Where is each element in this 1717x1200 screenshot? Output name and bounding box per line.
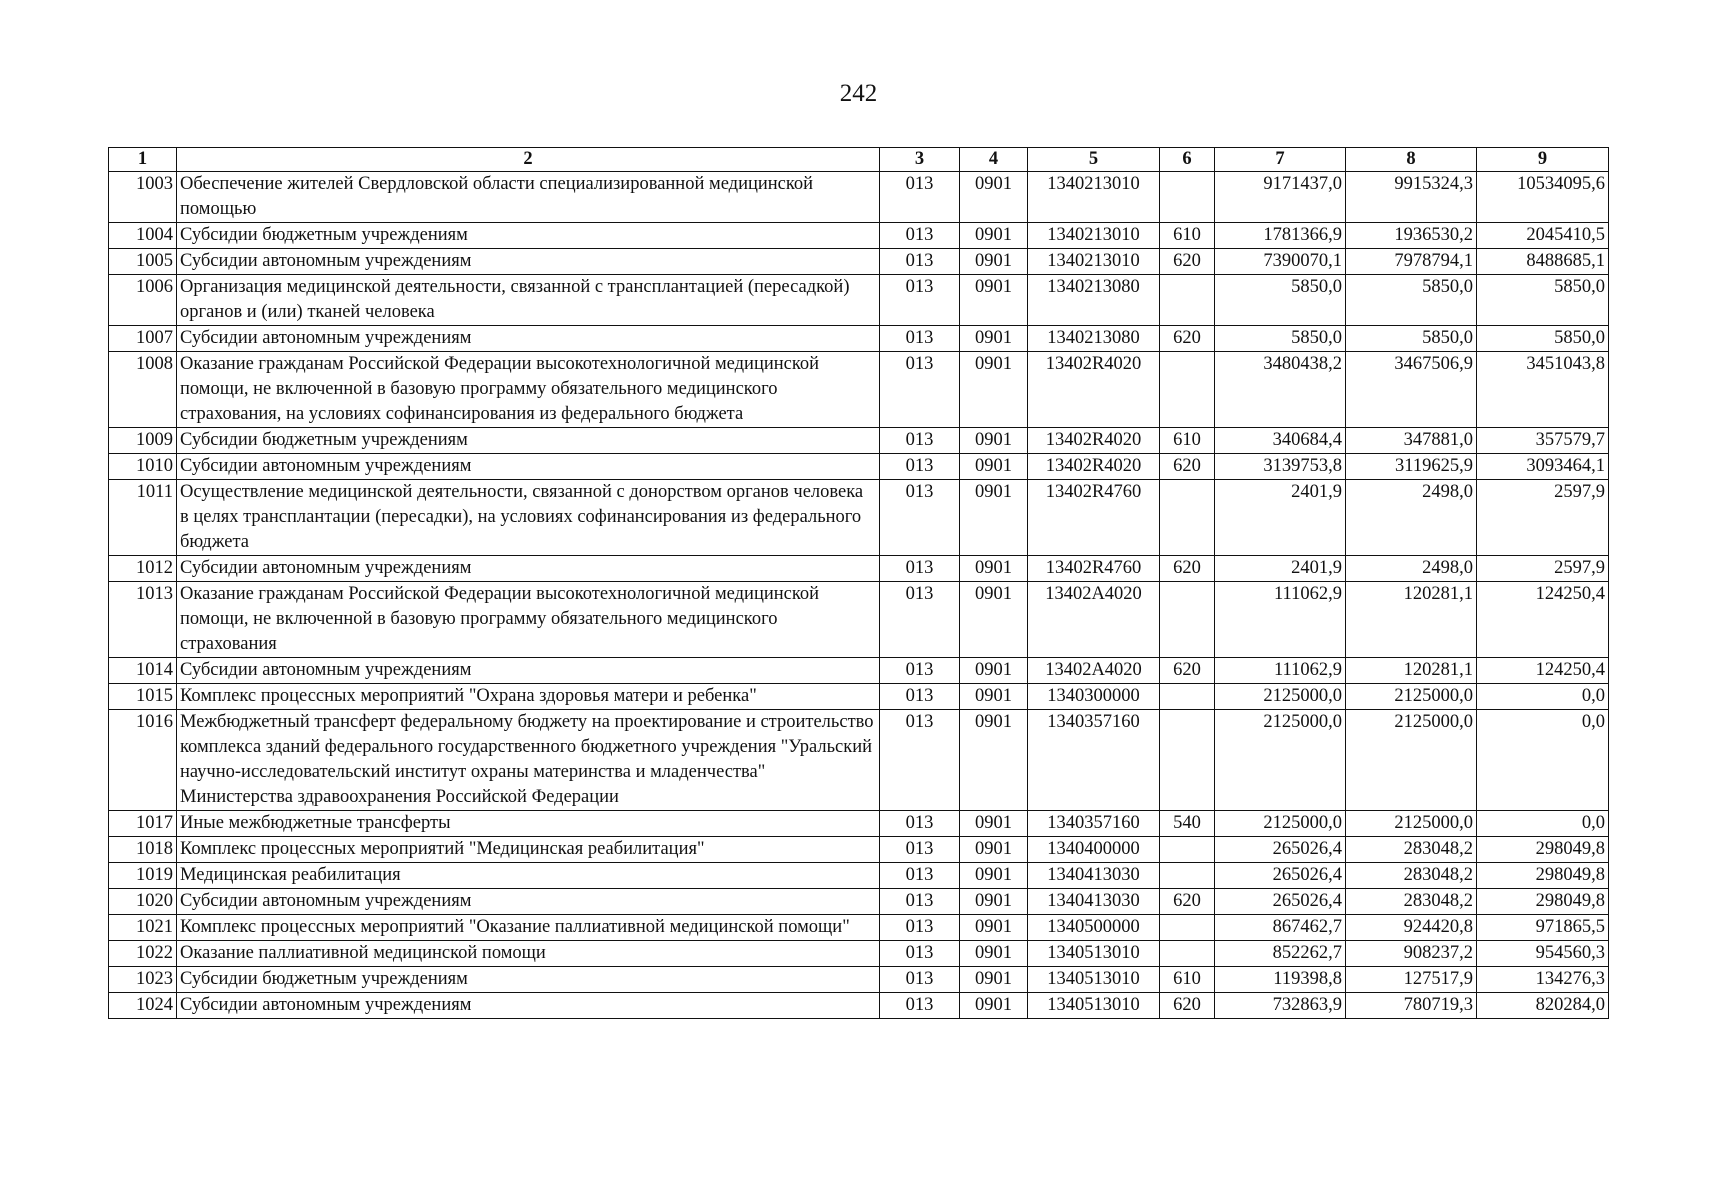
row-value-col7: 3139753,8 xyxy=(1215,454,1346,480)
table-row xyxy=(109,582,1609,658)
table-row xyxy=(109,556,1609,582)
budget-table xyxy=(108,147,1609,1019)
row-ministry-code: 013 xyxy=(880,684,960,710)
row-target-code: 13402R4760 xyxy=(1028,480,1160,556)
row-value-col9: 5850,0 xyxy=(1477,326,1609,352)
row-value-col8: 5850,0 xyxy=(1346,275,1477,326)
row-value-col9: 298049,8 xyxy=(1477,889,1609,915)
row-name: Организация медицинской деятельности, связанной с трансплантацией (пересадкой) органов и (или) тканей человека xyxy=(177,275,880,326)
row-expense-type xyxy=(1160,684,1215,710)
row-target-code: 1340213010 xyxy=(1028,249,1160,275)
row-target-code: 1340357160 xyxy=(1028,811,1160,837)
row-expense-type: 620 xyxy=(1160,658,1215,684)
row-target-code: 13402R4020 xyxy=(1028,352,1160,428)
row-ministry-code: 013 xyxy=(880,941,960,967)
row-number: 1023 xyxy=(109,967,177,993)
row-value-col8: 3119625,9 xyxy=(1346,454,1477,480)
row-name: Субсидии автономным учреждениям xyxy=(177,993,880,1019)
row-name: Субсидии бюджетным учреждениям xyxy=(177,967,880,993)
row-number: 1009 xyxy=(109,428,177,454)
row-target-code: 1340213010 xyxy=(1028,172,1160,223)
row-ministry-code: 013 xyxy=(880,172,960,223)
table-row xyxy=(109,915,1609,941)
row-section-code: 0901 xyxy=(960,428,1028,454)
row-section-code: 0901 xyxy=(960,275,1028,326)
row-target-code: 1340500000 xyxy=(1028,915,1160,941)
row-expense-type: 540 xyxy=(1160,811,1215,837)
row-section-code: 0901 xyxy=(960,582,1028,658)
table-row xyxy=(109,967,1609,993)
row-value-col9: 5850,0 xyxy=(1477,275,1609,326)
row-value-col7: 732863,9 xyxy=(1215,993,1346,1019)
table-row xyxy=(109,811,1609,837)
row-number: 1020 xyxy=(109,889,177,915)
row-value-col9: 2597,9 xyxy=(1477,480,1609,556)
table-row xyxy=(109,710,1609,811)
row-name: Субсидии автономным учреждениям xyxy=(177,658,880,684)
row-section-code: 0901 xyxy=(960,684,1028,710)
row-value-col8: 2498,0 xyxy=(1346,480,1477,556)
table-row xyxy=(109,326,1609,352)
row-value-col7: 7390070,1 xyxy=(1215,249,1346,275)
row-target-code: 1340300000 xyxy=(1028,684,1160,710)
row-expense-type xyxy=(1160,837,1215,863)
row-value-col7: 265026,4 xyxy=(1215,889,1346,915)
row-value-col9: 124250,4 xyxy=(1477,582,1609,658)
table-row xyxy=(109,837,1609,863)
row-name: Обеспечение жителей Свердловской области специализированной медицинской помощью xyxy=(177,172,880,223)
table-row xyxy=(109,223,1609,249)
row-ministry-code: 013 xyxy=(880,811,960,837)
row-value-col9: 2597,9 xyxy=(1477,556,1609,582)
row-target-code: 1340213080 xyxy=(1028,326,1160,352)
header-col-4: 4 xyxy=(960,148,1028,172)
row-value-col8: 5850,0 xyxy=(1346,326,1477,352)
header-col-3: 3 xyxy=(880,148,960,172)
row-expense-type xyxy=(1160,275,1215,326)
row-expense-type xyxy=(1160,710,1215,811)
row-value-col7: 265026,4 xyxy=(1215,863,1346,889)
row-value-col9: 298049,8 xyxy=(1477,837,1609,863)
row-value-col8: 120281,1 xyxy=(1346,658,1477,684)
row-value-col7: 2401,9 xyxy=(1215,556,1346,582)
row-expense-type: 620 xyxy=(1160,249,1215,275)
row-section-code: 0901 xyxy=(960,863,1028,889)
row-value-col8: 283048,2 xyxy=(1346,889,1477,915)
table-row xyxy=(109,249,1609,275)
row-value-col9: 954560,3 xyxy=(1477,941,1609,967)
row-name: Комплекс процессных мероприятий "Медицинская реабилитация" xyxy=(177,837,880,863)
row-target-code: 1340413030 xyxy=(1028,863,1160,889)
row-number: 1017 xyxy=(109,811,177,837)
row-section-code: 0901 xyxy=(960,993,1028,1019)
row-section-code: 0901 xyxy=(960,352,1028,428)
row-expense-type xyxy=(1160,863,1215,889)
row-value-col8: 120281,1 xyxy=(1346,582,1477,658)
page-number: 242 xyxy=(839,80,878,107)
row-number: 1019 xyxy=(109,863,177,889)
row-value-col8: 283048,2 xyxy=(1346,863,1477,889)
table-row xyxy=(109,428,1609,454)
row-expense-type xyxy=(1160,480,1215,556)
row-section-code: 0901 xyxy=(960,710,1028,811)
row-ministry-code: 013 xyxy=(880,658,960,684)
row-target-code: 1340400000 xyxy=(1028,837,1160,863)
row-section-code: 0901 xyxy=(960,326,1028,352)
row-name: Оказание паллиативной медицинской помощи xyxy=(177,941,880,967)
row-target-code: 1340513010 xyxy=(1028,941,1160,967)
table-row xyxy=(109,684,1609,710)
row-ministry-code: 013 xyxy=(880,863,960,889)
row-value-col9: 3093464,1 xyxy=(1477,454,1609,480)
row-value-col9: 298049,8 xyxy=(1477,863,1609,889)
row-ministry-code: 013 xyxy=(880,454,960,480)
row-value-col9: 10534095,6 xyxy=(1477,172,1609,223)
row-number: 1003 xyxy=(109,172,177,223)
row-section-code: 0901 xyxy=(960,967,1028,993)
row-value-col8: 908237,2 xyxy=(1346,941,1477,967)
row-ministry-code: 013 xyxy=(880,480,960,556)
row-name: Оказание гражданам Российской Федерации высокотехнологичной медицинской помощи, не включенной в базовую программу обязательного медицинского страхования xyxy=(177,582,880,658)
row-value-col9: 971865,5 xyxy=(1477,915,1609,941)
row-expense-type xyxy=(1160,352,1215,428)
row-value-col8: 924420,8 xyxy=(1346,915,1477,941)
row-target-code: 13402R4760 xyxy=(1028,556,1160,582)
row-value-col7: 340684,4 xyxy=(1215,428,1346,454)
table-row xyxy=(109,658,1609,684)
row-target-code: 13402R4020 xyxy=(1028,428,1160,454)
row-expense-type xyxy=(1160,172,1215,223)
row-value-col7: 5850,0 xyxy=(1215,275,1346,326)
row-value-col9: 8488685,1 xyxy=(1477,249,1609,275)
row-value-col8: 2125000,0 xyxy=(1346,684,1477,710)
row-name: Субсидии автономным учреждениям xyxy=(177,889,880,915)
row-value-col7: 111062,9 xyxy=(1215,658,1346,684)
row-number: 1015 xyxy=(109,684,177,710)
row-value-col7: 2401,9 xyxy=(1215,480,1346,556)
row-value-col7: 852262,7 xyxy=(1215,941,1346,967)
row-number: 1008 xyxy=(109,352,177,428)
row-number: 1005 xyxy=(109,249,177,275)
row-number: 1021 xyxy=(109,915,177,941)
row-expense-type xyxy=(1160,582,1215,658)
row-ministry-code: 013 xyxy=(880,993,960,1019)
header-col-9: 9 xyxy=(1477,148,1609,172)
row-expense-type xyxy=(1160,941,1215,967)
table-row xyxy=(109,863,1609,889)
row-section-code: 0901 xyxy=(960,837,1028,863)
row-section-code: 0901 xyxy=(960,249,1028,275)
row-ministry-code: 013 xyxy=(880,582,960,658)
row-expense-type xyxy=(1160,915,1215,941)
row-ministry-code: 013 xyxy=(880,223,960,249)
row-number: 1006 xyxy=(109,275,177,326)
row-expense-type: 620 xyxy=(1160,326,1215,352)
row-number: 1007 xyxy=(109,326,177,352)
table-row xyxy=(109,993,1609,1019)
table-row xyxy=(109,480,1609,556)
row-value-col7: 111062,9 xyxy=(1215,582,1346,658)
row-name: Комплекс процессных мероприятий "Оказание паллиативной медицинской помощи" xyxy=(177,915,880,941)
row-section-code: 0901 xyxy=(960,915,1028,941)
row-section-code: 0901 xyxy=(960,172,1028,223)
row-section-code: 0901 xyxy=(960,454,1028,480)
table-row xyxy=(109,454,1609,480)
table-row xyxy=(109,352,1609,428)
row-value-col7: 5850,0 xyxy=(1215,326,1346,352)
row-ministry-code: 013 xyxy=(880,710,960,811)
row-value-col7: 2125000,0 xyxy=(1215,710,1346,811)
row-value-col7: 867462,7 xyxy=(1215,915,1346,941)
row-value-col9: 357579,7 xyxy=(1477,428,1609,454)
row-number: 1022 xyxy=(109,941,177,967)
header-col-6: 6 xyxy=(1160,148,1215,172)
row-target-code: 1340213080 xyxy=(1028,275,1160,326)
row-expense-type: 620 xyxy=(1160,993,1215,1019)
row-value-col9: 820284,0 xyxy=(1477,993,1609,1019)
row-target-code: 13402А4020 xyxy=(1028,658,1160,684)
row-target-code: 1340413030 xyxy=(1028,889,1160,915)
row-ministry-code: 013 xyxy=(880,275,960,326)
row-value-col8: 2125000,0 xyxy=(1346,811,1477,837)
row-value-col9: 3451043,8 xyxy=(1477,352,1609,428)
row-name: Субсидии автономным учреждениям xyxy=(177,249,880,275)
row-section-code: 0901 xyxy=(960,480,1028,556)
row-value-col8: 2498,0 xyxy=(1346,556,1477,582)
row-expense-type: 610 xyxy=(1160,967,1215,993)
row-value-col7: 2125000,0 xyxy=(1215,811,1346,837)
header-col-1: 1 xyxy=(109,148,177,172)
table-row xyxy=(109,275,1609,326)
header-col-8: 8 xyxy=(1346,148,1477,172)
row-value-col7: 2125000,0 xyxy=(1215,684,1346,710)
row-number: 1011 xyxy=(109,480,177,556)
row-value-col9: 0,0 xyxy=(1477,684,1609,710)
row-name: Комплекс процессных мероприятий "Охрана здоровья матери и ребенка" xyxy=(177,684,880,710)
row-ministry-code: 013 xyxy=(880,915,960,941)
row-ministry-code: 013 xyxy=(880,837,960,863)
row-value-col7: 1781366,9 xyxy=(1215,223,1346,249)
row-number: 1010 xyxy=(109,454,177,480)
row-name: Межбюджетный трансферт федеральному бюджету на проектирование и строительство комплекса зданий федерального государственного бюджетного учреждения "Уральский научно-исследовательский институт охраны материнства и младенчества" Министерства здравоохранения Российской Федерации xyxy=(177,710,880,811)
row-number: 1016 xyxy=(109,710,177,811)
row-name: Субсидии автономным учреждениям xyxy=(177,556,880,582)
row-value-col9: 2045410,5 xyxy=(1477,223,1609,249)
row-value-col9: 0,0 xyxy=(1477,710,1609,811)
table-row xyxy=(109,889,1609,915)
row-section-code: 0901 xyxy=(960,811,1028,837)
row-number: 1004 xyxy=(109,223,177,249)
header-col-7: 7 xyxy=(1215,148,1346,172)
row-name: Субсидии автономным учреждениям xyxy=(177,454,880,480)
row-ministry-code: 013 xyxy=(880,352,960,428)
row-expense-type: 610 xyxy=(1160,428,1215,454)
row-value-col8: 780719,3 xyxy=(1346,993,1477,1019)
row-value-col9: 134276,3 xyxy=(1477,967,1609,993)
row-value-col8: 3467506,9 xyxy=(1346,352,1477,428)
row-name: Осуществление медицинской деятельности, связанной с донорством органов человека в целях трансплантации (пересадки), на условиях софинансирования из федерального бюджета xyxy=(177,480,880,556)
row-number: 1018 xyxy=(109,837,177,863)
row-ministry-code: 013 xyxy=(880,556,960,582)
row-value-col8: 2125000,0 xyxy=(1346,710,1477,811)
row-target-code: 13402R4020 xyxy=(1028,454,1160,480)
row-name: Медицинская реабилитация xyxy=(177,863,880,889)
row-ministry-code: 013 xyxy=(880,249,960,275)
row-name: Субсидии бюджетным учреждениям xyxy=(177,223,880,249)
header-col-5: 5 xyxy=(1028,148,1160,172)
row-number: 1013 xyxy=(109,582,177,658)
row-name: Субсидии автономным учреждениям xyxy=(177,326,880,352)
row-section-code: 0901 xyxy=(960,658,1028,684)
table-body xyxy=(109,172,1609,1019)
row-value-col7: 3480438,2 xyxy=(1215,352,1346,428)
row-target-code: 1340513010 xyxy=(1028,993,1160,1019)
row-value-col9: 0,0 xyxy=(1477,811,1609,837)
row-section-code: 0901 xyxy=(960,556,1028,582)
table-row xyxy=(109,172,1609,223)
row-value-col8: 283048,2 xyxy=(1346,837,1477,863)
row-expense-type: 610 xyxy=(1160,223,1215,249)
row-section-code: 0901 xyxy=(960,941,1028,967)
row-value-col8: 1936530,2 xyxy=(1346,223,1477,249)
row-section-code: 0901 xyxy=(960,889,1028,915)
row-value-col7: 265026,4 xyxy=(1215,837,1346,863)
row-target-code: 1340513010 xyxy=(1028,967,1160,993)
row-value-col8: 127517,9 xyxy=(1346,967,1477,993)
row-ministry-code: 013 xyxy=(880,428,960,454)
row-number: 1024 xyxy=(109,993,177,1019)
row-number: 1012 xyxy=(109,556,177,582)
row-section-code: 0901 xyxy=(960,223,1028,249)
row-value-col9: 124250,4 xyxy=(1477,658,1609,684)
row-expense-type: 620 xyxy=(1160,556,1215,582)
header-col-2: 2 xyxy=(177,148,880,172)
row-value-col8: 347881,0 xyxy=(1346,428,1477,454)
row-target-code: 13402А4020 xyxy=(1028,582,1160,658)
row-name: Оказание гражданам Российской Федерации высокотехнологичной медицинской помощи, не включенной в базовую программу обязательного медицинского страхования, на условиях софинансирования из федерального бюджета xyxy=(177,352,880,428)
row-target-code: 1340357160 xyxy=(1028,710,1160,811)
row-ministry-code: 013 xyxy=(880,889,960,915)
row-name: Субсидии бюджетным учреждениям xyxy=(177,428,880,454)
header-row xyxy=(109,148,1609,172)
row-ministry-code: 013 xyxy=(880,326,960,352)
row-name: Иные межбюджетные трансферты xyxy=(177,811,880,837)
table-row xyxy=(109,941,1609,967)
row-number: 1014 xyxy=(109,658,177,684)
row-ministry-code: 013 xyxy=(880,967,960,993)
row-value-col7: 119398,8 xyxy=(1215,967,1346,993)
row-value-col8: 7978794,1 xyxy=(1346,249,1477,275)
row-value-col8: 9915324,3 xyxy=(1346,172,1477,223)
row-value-col7: 9171437,0 xyxy=(1215,172,1346,223)
row-target-code: 1340213010 xyxy=(1028,223,1160,249)
row-expense-type: 620 xyxy=(1160,889,1215,915)
row-expense-type: 620 xyxy=(1160,454,1215,480)
